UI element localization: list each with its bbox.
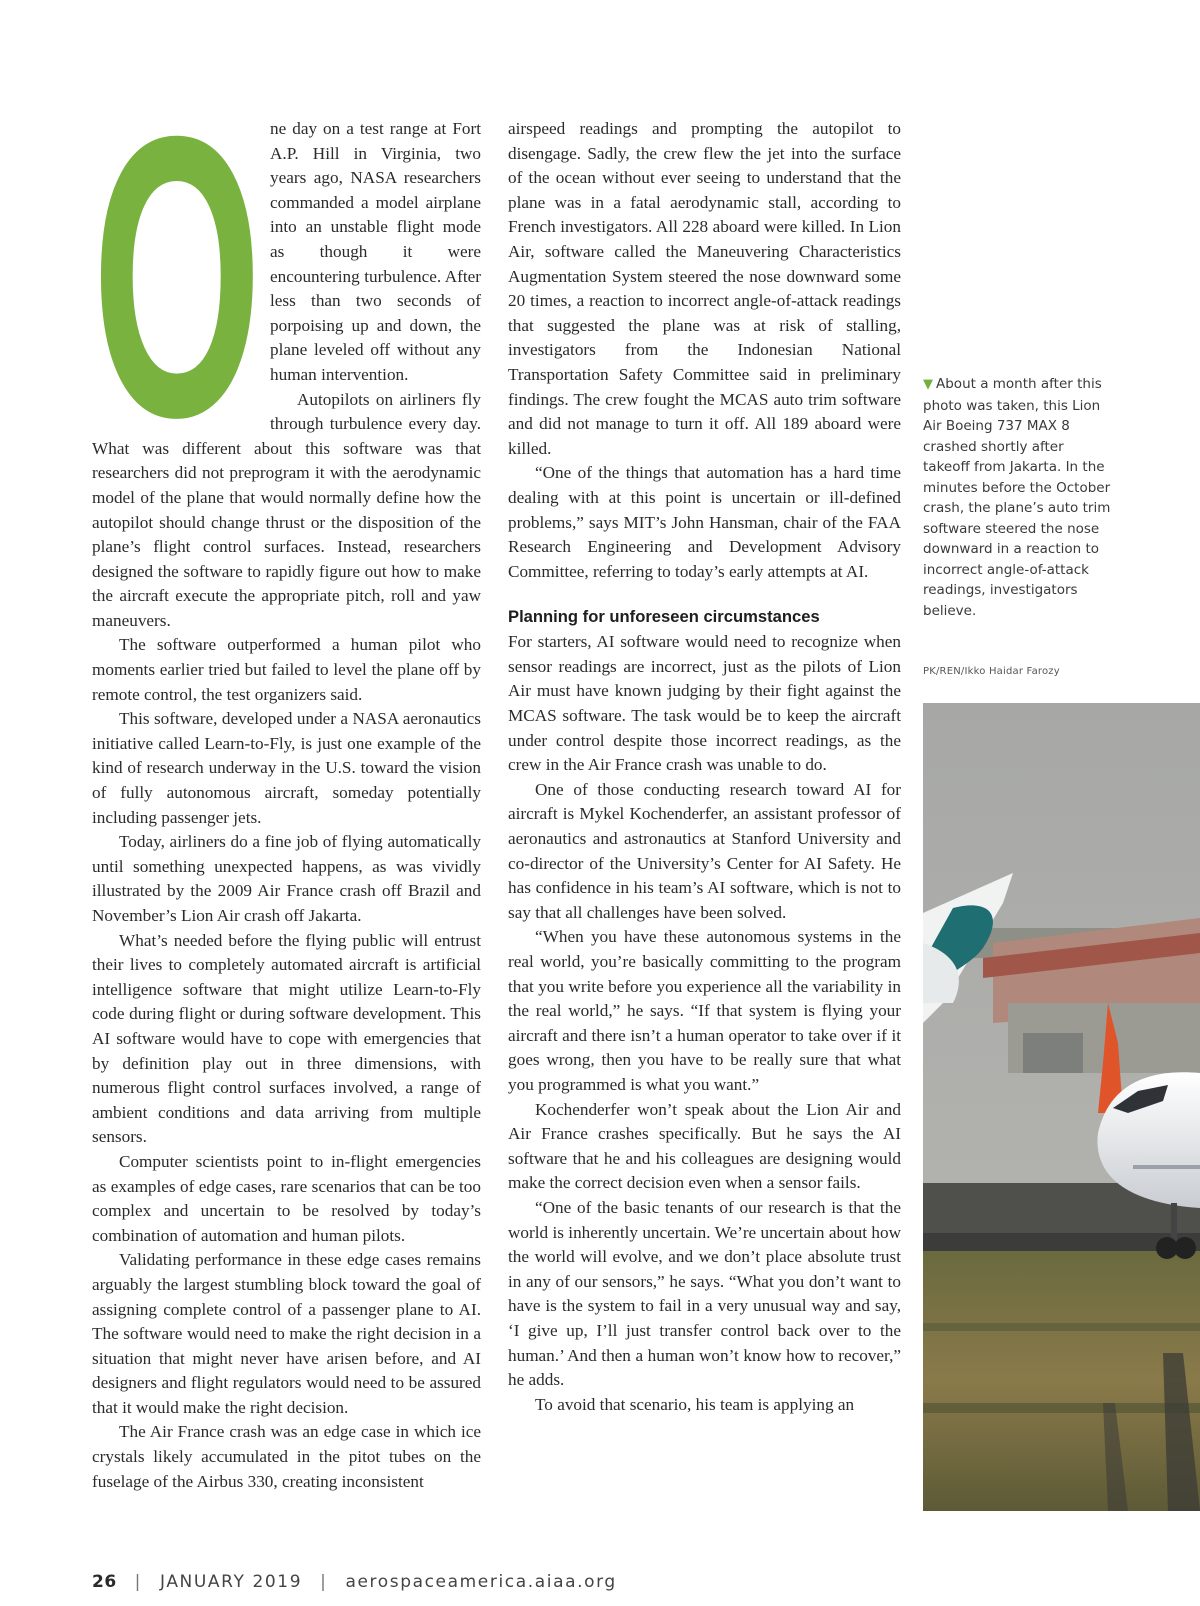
paragraph: What’s needed before the flying public will entrust their lives to completely automated aircraft is artificial intelligence software that might utilize Learn-to-Fly code during flight or during software development. This AI software would have to cope with emergencies that by definition play out in three dimensions, with numerous flight control surfaces involved, a range of ambient conditions and data arriving from multiple sensors. — [92, 930, 481, 1147]
article-column-1 — [92, 117, 481, 1494]
paragraph: This software, developed under a NASA aeronautics initiative called Learn-to-Fly, is just one example of the kind of research underway in the U.S. toward the vision of fully autonomous aircraft, someday potentially including passenger jets. — [92, 709, 481, 827]
paragraph: Validating performance in these edge cases remains arguably the largest stumbling block toward the goal of assigning complete control of a passenger plane to AI. The software would need to make the right decision in a situation that might never have arisen before, and AI designers and flight regulators would need to be assured that it would make the right decision. — [92, 1250, 481, 1417]
photo-caption — [923, 374, 1113, 621]
paragraph: Today, airliners do a fine job of flying automatically until something unexpected happens, as was vividly illustrated by the 2009 Air France crash off Brazil and November’s Lion Air crash off Jakarta. — [92, 832, 481, 925]
issue-date: JANUARY 2019 — [160, 1572, 303, 1592]
paragraph: “One of the basic tenants of our research is that the world is inherently uncertain. We’re uncertain about how the world will evolve, and we don’t place absolute trust in any of our sensors,” he says. “What you don’t want to have is the system to fail in a very unusual way and say, ‘I give up, I’ll just transfer control back over to the human.’ And then a human won’t know how to recover,” he adds. — [508, 1197, 901, 1390]
paragraph: airspeed readings and prompting the autopilot to disengage. Sadly, the crew flew the jet into the surface of the ocean without ever seeing to understand that the plane was in a fatal aerodynamic stall, according to French investigators. All 228 aboard were killed. In Lion Air, software called the Maneuvering Characteristics Augmentation System steered the nose downward some 20 times, a reaction to incorrect angle-of-attack readings that suggested the plane was at risk of stalling, investigators from the Indonesian National Transportation Safety Committee said in preliminary findings. The crew fought the MCAS auto trim software and did not manage to turn it off. All 189 aboard were killed. — [508, 119, 901, 458]
website-url: aerospaceamerica.aiaa.org — [345, 1572, 617, 1592]
footer-separator: | — [134, 1572, 142, 1592]
paragraph: “One of the things that automation has a hard time dealing with at this point is uncertain or ill-defined problems,” says MIT’s John Hansman, chair of the FAA Research Engineering and Development Advisory Committee, referring to today’s early attempts at AI. — [508, 463, 901, 581]
paragraph: ne day on a test range at Fort A.P. Hill in Virginia, two years ago, NASA researchers commanded a model airplane into an unstable flight mode as though it were encountering turbulence. After less than two seconds of porpoising up and down, the plane leveled off without any human intervention. — [270, 119, 481, 384]
airplane-photo-illustration — [923, 703, 1200, 1511]
paragraph: The software outperformed a human pilot who moments earlier tried but failed to level the plane off by remote control, the test organizers said. — [92, 635, 481, 704]
paragraph: “When you have these autonomous systems in the real world, you’re basically committing to the program that you write before you experience all the variability in the real world,” he says. “If that system is flying your aircraft and there isn’t a human operator to take over if it goes wrong, then you have to be really sure that what you programmed is what you want.” — [508, 927, 901, 1094]
drop-cap-letter-o — [90, 120, 264, 435]
drop-cap-glyph: O — [92, 120, 262, 435]
down-triangle-icon: ▼ — [923, 377, 933, 392]
section-subheading: Planning for unforeseen circumstances — [508, 607, 820, 627]
caption-text: About a month after this photo was taken, this Lion Air Boeing 737 MAX 8 crashed shortly after takeoff from Jakarta. In the minutes before the October crash, the plane’s auto trim software steered the nose downward in a reaction to incorrect angle-of-attack readings, investigators believe. — [923, 376, 1111, 619]
photo-credit: PK/REN/Ikko Haidar Farozy — [923, 666, 1060, 677]
footer-separator: | — [320, 1572, 328, 1592]
paragraph: The Air France crash was an edge case in which ice crystals likely accumulated in the pitot tubes on the fuselage of the Airbus 330, creating inconsistent — [92, 1422, 481, 1491]
paragraph: For starters, AI software would need to recognize when sensor readings are incorrect, just as the pilots of Lion Air must have known judging by their fight against the MCAS software. The task would be to keep the aircraft under control despite those incorrect readings, as the crew in the Air France crash was unable to do. — [508, 632, 901, 775]
airplane-photo — [923, 703, 1200, 1511]
paragraph: Autopilots on airliners fly through turbulence every day. What was different about this software was that researchers did not preprogram it with the aerodynamic model of the plane that would normally define how the autopilot should change thrust or the disposition of the plane’s flight control surfaces. Instead, researchers designed the software to rapidly figure out how to make the aircraft execute the appropriate pitch, roll and yaw maneuvers. — [92, 389, 481, 630]
paragraph: To avoid that scenario, his team is applying an — [535, 1394, 855, 1414]
paragraph: Computer scientists point to in-flight emergencies as examples of edge cases, rare scenarios that can be too complex and uncertain to be resolved by today’s combination of automation and human pilots. — [92, 1151, 481, 1245]
article-column-2 — [508, 117, 901, 1417]
paragraph: Kochenderfer won’t speak about the Lion Air and Air France crashes specifically. But he says the AI software that he and his colleagues are designing would make the correct decision even when a sensor fails. — [508, 1099, 901, 1193]
paragraph: One of those conducting research toward AI for aircraft is Mykel Kochenderfer, an assistant professor of aeronautics and astronautics at Stanford University and co-director of the University’s Center for AI Safety. He has confidence in his team’s AI software, which is not to say that all challenges have been solved. — [508, 779, 901, 922]
page-number: 26 — [92, 1572, 117, 1592]
page-footer — [92, 1572, 617, 1592]
